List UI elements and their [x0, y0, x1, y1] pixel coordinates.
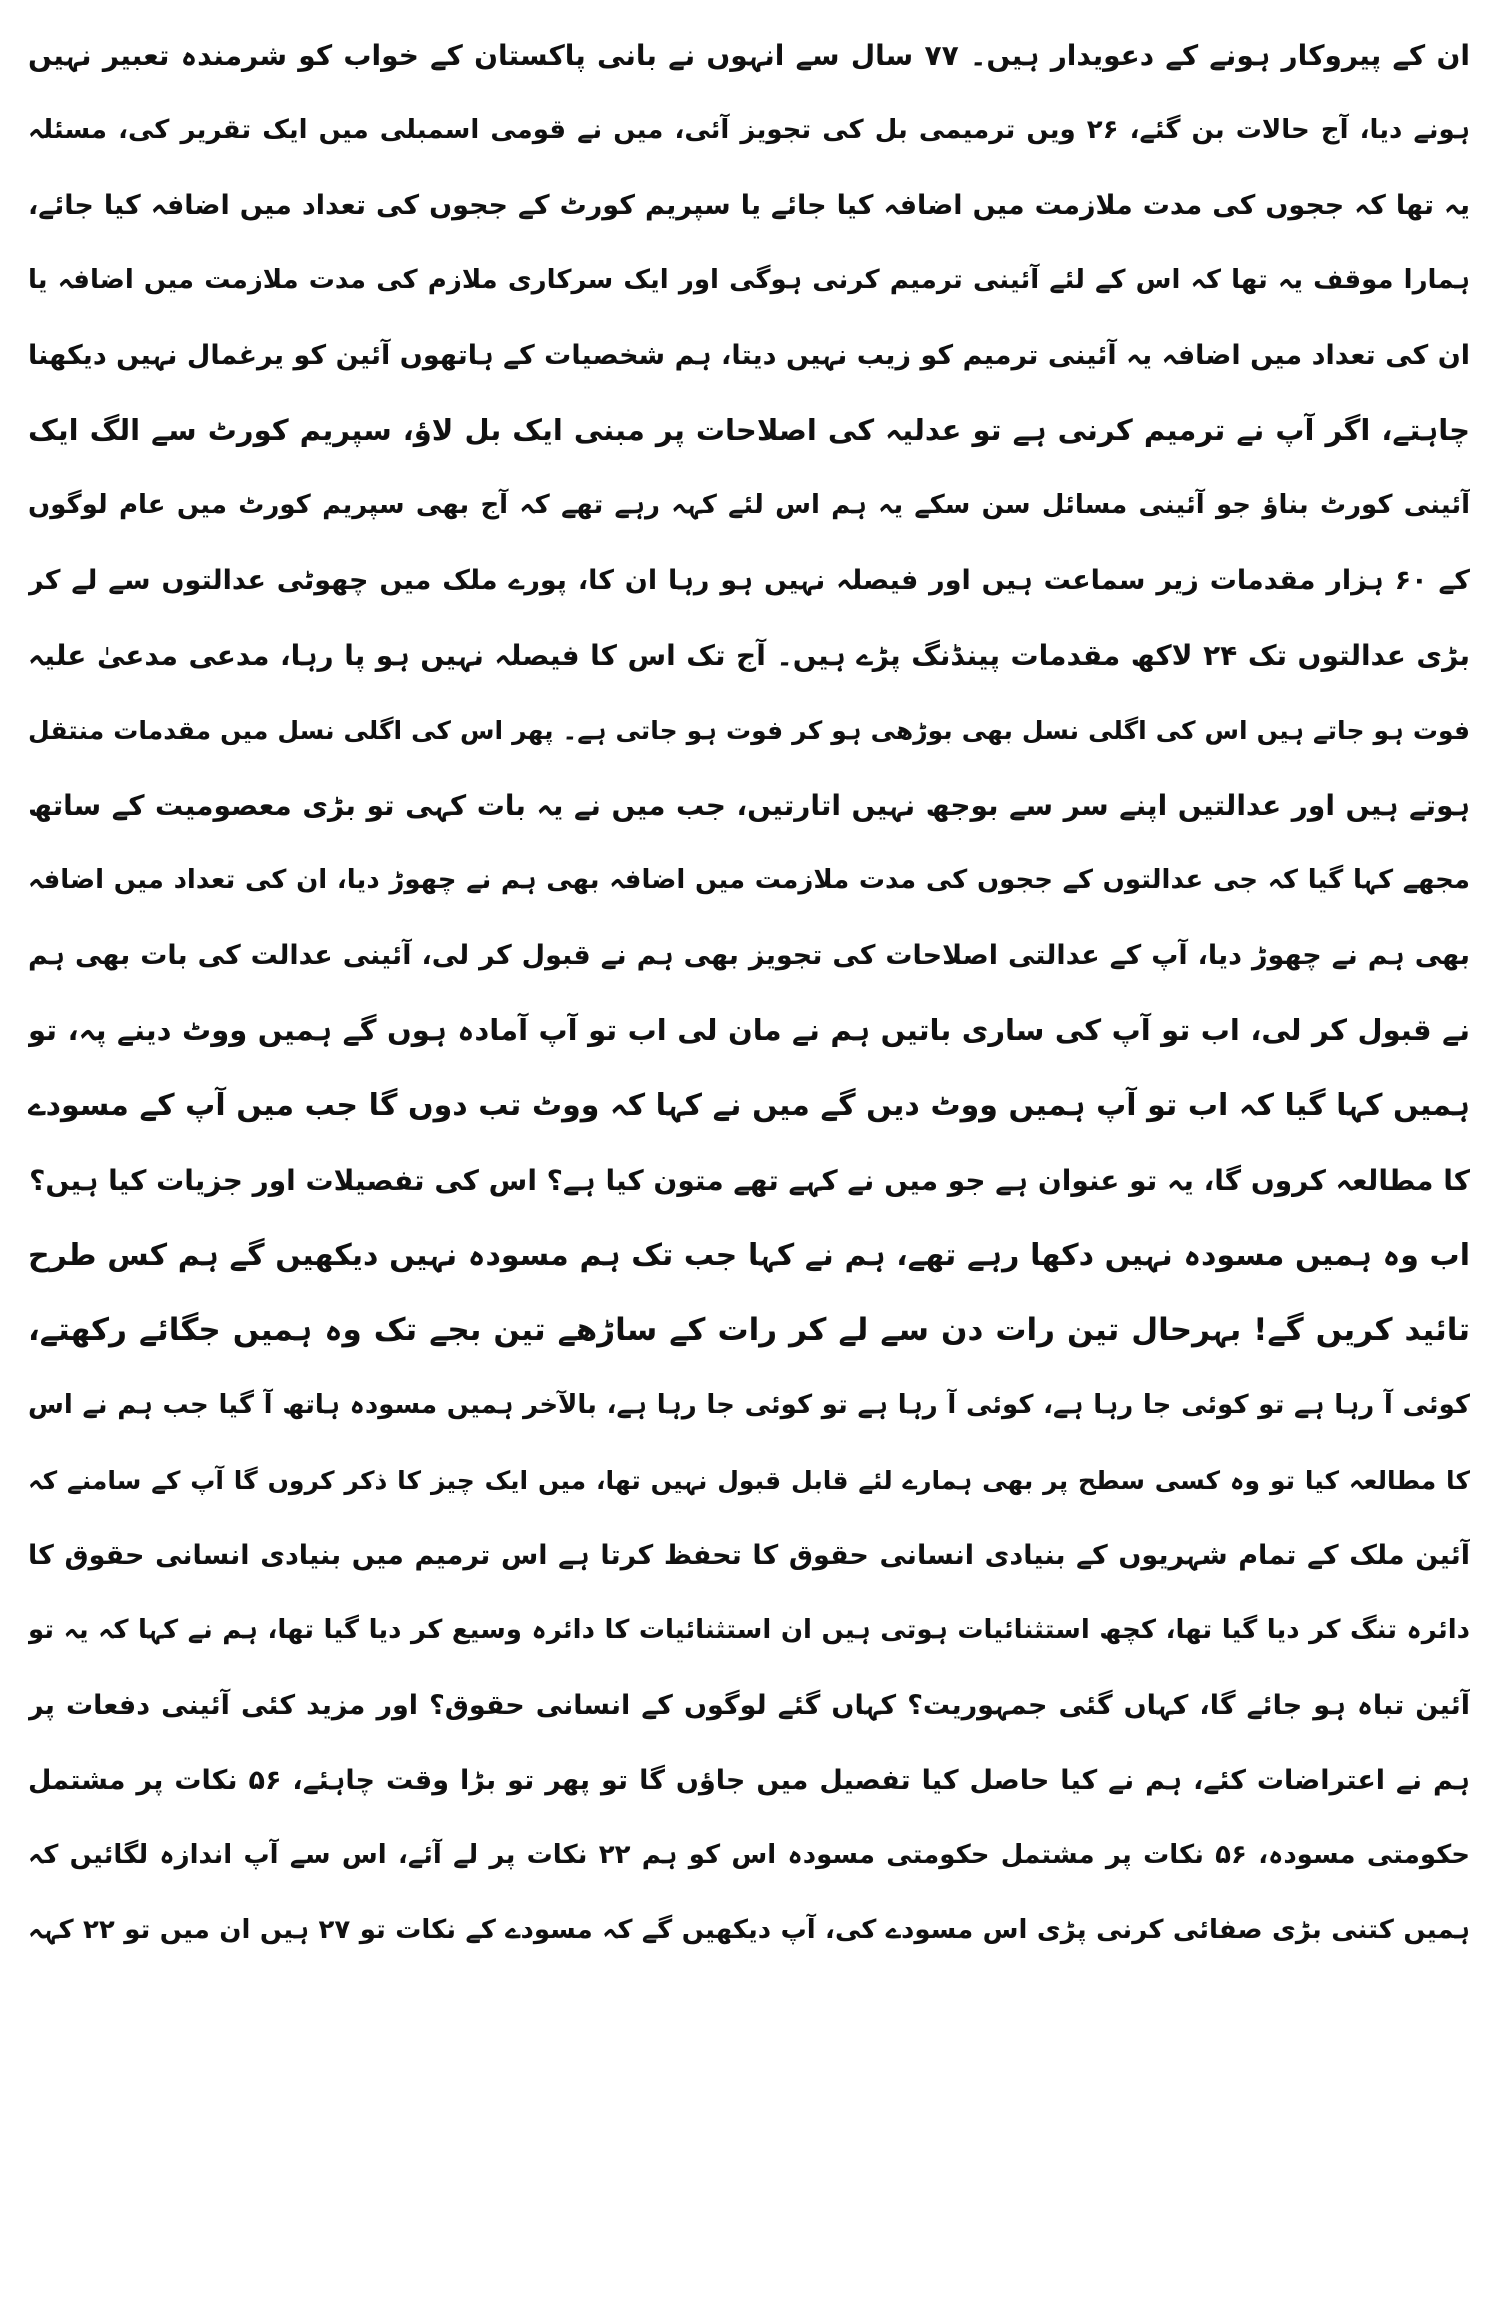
- text-line: ہمیں کہا گیا کہ اب تو آپ ہمیں ووٹ دیں گے میں نے کہا کہ ووٹ تب دوں گا جب میں آپ کے مسودے: [28, 1088, 1470, 1123]
- text-line: چاہتے، اگر آپ نے ترمیم کرنی ہے تو عدلیہ کی اصلاحات پر مبنی ایک بل لاؤ، سپریم کورٹ سے الگ ایک: [28, 413, 1470, 447]
- text-line: کے ۶۰ ہزار مقدمات زیر سماعت ہیں اور فیصلہ نہیں ہو رہا ان کا، پورے ملک میں چھوٹی عدالتوں سے لے کر: [28, 565, 1470, 596]
- text-line: کا مطالعہ کروں گا، یہ تو عنوان ہے جو میں نے کہے تھے متون کیا ہے؟ اس کی تفصیلات اور جزیات کیا ہیں؟: [29, 1164, 1470, 1197]
- text-line: آئین ملک کے تمام شہریوں کے بنیادی انسانی حقوق کا تحفظ کرتا ہے اس ترمیم میں بنیادی انسانی حقوق کا: [28, 1540, 1470, 1571]
- text-line: یہ تھا کہ ججوں کی مدت ملازمت میں اضافہ کیا جائے یا سپریم کورٹ کے ججوں کی تعداد میں اضافہ کیا جائے،: [28, 190, 1470, 221]
- text-line: ہوتے ہیں اور عدالتیں اپنے سر سے بوجھ نہیں اتارتیں، جب میں نے یہ بات کہی تو بڑی معصومیت کے ساتھ: [28, 789, 1470, 822]
- text-line: فوت ہو جاتے ہیں اس کی اگلی نسل بھی بوڑھی ہو کر فوت ہو جاتی ہے۔ پھر اس کی اگلی نسل میں مقدمات منتقل: [28, 716, 1470, 745]
- text-line: کا مطالعہ کیا تو وہ کسی سطح پر بھی ہمارے لئے قابل قبول نہیں تھا، میں ایک چیز کا ذکر کروں گا آپ کے سامنے کہ: [28, 1466, 1470, 1495]
- text-line: ہونے دیا، آج حالات بن گئے، ۲۶ ویں ترمیمی بل کی تجویز آئی، میں نے قومی اسمبلی میں ایک تقریر کی، مسئلہ: [28, 115, 1470, 145]
- text-line: حکومتی مسودہ، ۵۶ نکات پر مشتمل حکومتی مسودہ اس کو ہم ۲۲ نکات پر لے آئے، اس سے آپ اندازہ لگائیں کہ: [28, 1840, 1470, 1870]
- text-line: ان کے پیروکار ہونے کے دعویدار ہیں۔ ۷۷ سال سے انہوں نے بانی پاکستان کے خواب کو شرمندہ تعبیر نہیں: [28, 39, 1470, 72]
- text-line: نے قبول کر لی، اب تو آپ کی ساری باتیں ہم نے مان لی اب تو آپ آمادہ ہوں گے ہمیں ووٹ دینے پہ، تو: [28, 1013, 1470, 1047]
- text-line: اب وہ ہمیں مسودہ نہیں دکھا رہے تھے، ہم نے کہا جب تک ہم مسودہ نہیں دیکھیں گے ہم کس طرح: [28, 1238, 1470, 1273]
- text-line: آئینی کورٹ بناؤ جو آئینی مسائل سن سکے یہ ہم اس لئے کہہ رہے تھے کہ آج بھی سپریم کورٹ میں عام لوگوں: [28, 490, 1470, 520]
- text-line: ہمیں کتنی بڑی صفائی کرنی پڑی اس مسودے کی، آپ دیکھیں گے کہ مسودے کے نکات تو ۲۷ ہیں ان میں تو ۲۲ کہہ: [28, 1915, 1470, 1945]
- text-line: بھی ہم نے چھوڑ دیا، آپ کے عدالتی اصلاحات کی تجویز بھی ہم نے قبول کر لی، آئینی عدالت کی بات بھی ہم: [28, 940, 1470, 971]
- text-line: دائرہ تنگ کر دیا گیا تھا، کچھ استثنائیات ہوتی ہیں ان استثنائیات کا دائرہ وسیع کر دیا گیا تھا، ہم نے کہا کہ یہ تو: [28, 1615, 1470, 1645]
- text-line: ہمارا موقف یہ تھا کہ اس کے لئے آئینی ترمیم کرنی ہوگی اور ایک سرکاری ملازم کی مدت ملازمت میں اضافہ یا: [28, 265, 1470, 295]
- text-line: آئین تباہ ہو جائے گا، کہاں گئی جمہوریت؟ کہاں گئے لوگوں کے انسانی حقوق؟ اور مزید کئی آئینی دفعات پر: [28, 1690, 1470, 1721]
- text-line: تائید کریں گے! بہرحال تین رات دن سے لے کر رات کے ساڑھے تین بجے تک وہ ہمیں جگائے رکھتے،: [28, 1312, 1470, 1348]
- urdu-text-body: [28, 18, 1470, 1968]
- text-line: مجھے کہا گیا کہ جی عدالتوں کے ججوں کی مدت ملازمت میں اضافہ بھی ہم نے چھوڑ دیا، ان کی تعداد میں اضافہ: [28, 865, 1470, 895]
- text-line: ہم نے اعتراضات کئے، ہم نے کیا حاصل کیا تفصیل میں جاؤں گا تو پھر تو بڑا وقت چاہئے، ۵۶ نکات پر مشتمل: [28, 1765, 1470, 1796]
- text-line: کوئی آ رہا ہے تو کوئی جا رہا ہے، کوئی آ رہا ہے تو کوئی جا رہا ہے، بالآخر ہمیں مسودہ ہاتھ آ گیا جب ہم نے اس: [28, 1390, 1470, 1420]
- text-line: ان کی تعداد میں اضافہ یہ آئینی ترمیم کو زیب نہیں دیتا، ہم شخصیات کے ہاتھوں آئین کو یرغمال نہیں دیکھنا: [28, 340, 1470, 371]
- text-line: بڑی عدالتوں تک ۲۴ لاکھ مقدمات پینڈنگ پڑے ہیں۔ آج تک اس کا فیصلہ نہیں ہو پا رہا، مدعی مدعیٰ علیہ: [28, 639, 1470, 672]
